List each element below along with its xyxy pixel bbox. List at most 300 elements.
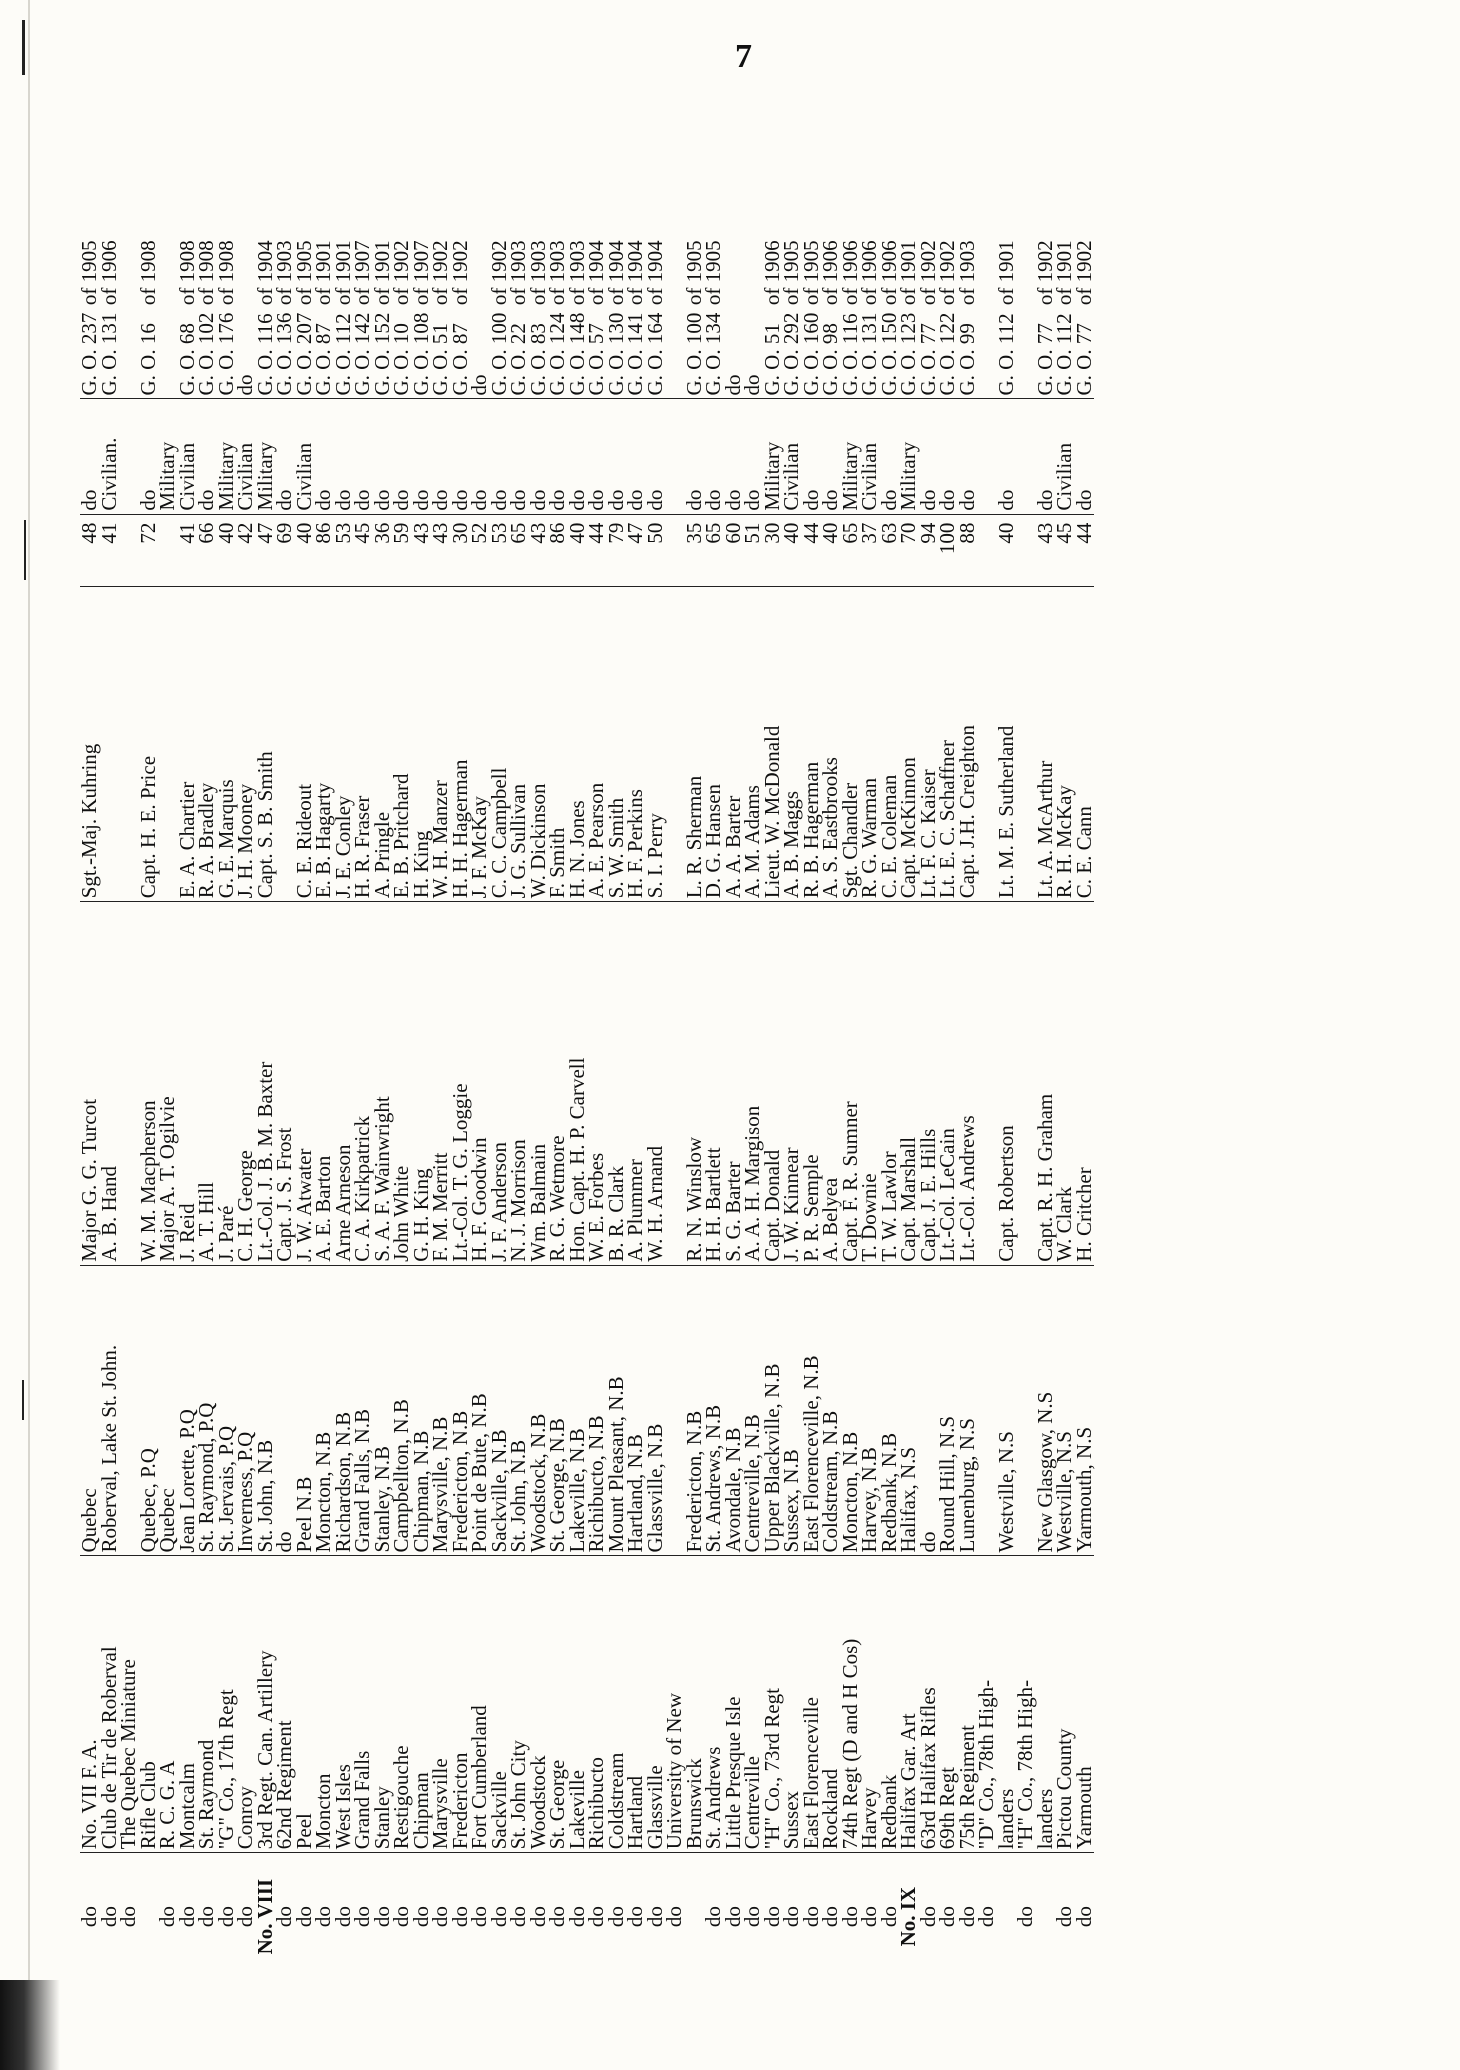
district-cell: do <box>857 1906 881 1928</box>
district-cell: do <box>974 1906 998 1928</box>
members-cell: 41 <box>178 514 198 587</box>
secretary-cell: S. I. Perry <box>646 587 666 902</box>
location-cell: do <box>275 1265 295 1556</box>
association-name-cell: No. VII F. A. <box>80 1556 100 1853</box>
secretary-cell: F. Smith <box>548 587 568 902</box>
secretary-cell: H. King <box>412 587 432 902</box>
secretary-cell: Lt. F. C. Kaiser <box>919 587 939 902</box>
order-cell: G. O. 98 <box>821 308 841 399</box>
year-cell: of 1903 <box>564 240 589 306</box>
year-cell: of 1904 <box>623 240 647 306</box>
district-cell: do <box>486 1906 511 1928</box>
association-name-cell: 63rd Halifax Rifles <box>919 1556 939 1853</box>
table-body <box>77 90 1096 1980</box>
location-cell: Fredericton, N.B <box>685 1265 705 1556</box>
order-cell: G. O. 131 <box>860 308 880 399</box>
order-cell: G. O. 176 <box>217 308 237 399</box>
president-cell: N. J. Morrison <box>509 902 529 1265</box>
secretary-cell: J. G. Sullivan <box>509 587 529 902</box>
year-cell: of 1905 <box>701 240 725 306</box>
class-cell: Civilian <box>1055 399 1075 514</box>
members-cell: 30 <box>451 514 471 587</box>
president-cell: A. B. Hand <box>100 902 120 1265</box>
district-cell: do <box>155 1906 179 1928</box>
members-cell: 40 <box>997 514 1017 587</box>
district-cell: do <box>935 1906 959 1928</box>
year-cell: of 1907 <box>408 240 433 306</box>
president-cell: Lt.-Col. LeCain <box>938 902 958 1265</box>
secretary-cell: Capt. H. E. Price <box>139 587 159 902</box>
year-cell: of 1904 <box>252 240 277 306</box>
class-cell: do <box>724 399 744 514</box>
class-cell: do <box>392 399 412 514</box>
district-cell: do <box>701 1906 725 1928</box>
order-cell: G. O. 131 <box>100 308 120 399</box>
class-cell: do <box>431 399 451 514</box>
district-cell: do <box>428 1906 452 1928</box>
association-name-cell: Centreville <box>743 1556 763 1853</box>
year-cell: of 1908 <box>213 240 238 306</box>
district-cell: do <box>272 1906 296 1928</box>
president-cell: Major G. G. Turcot <box>80 902 100 1265</box>
secretary-cell: H. F. Perkins <box>626 587 646 902</box>
association-name-cell: Coldstream <box>607 1556 627 1853</box>
class-cell: do <box>646 399 666 514</box>
year-cell: of 1905 <box>779 240 803 306</box>
association-name-cell: St. George <box>548 1556 568 1853</box>
order-cell: G. O. 87 <box>314 308 334 399</box>
order-cell: G. O. 112 <box>1055 308 1075 399</box>
president-cell: C. H. George <box>236 902 256 1265</box>
president-cell: T. W. Lawlor <box>880 902 900 1265</box>
president-cell: J. Reid <box>178 902 198 1265</box>
members-cell: 44 <box>1075 514 1095 587</box>
members-cell: 36 <box>373 514 393 587</box>
association-name-cell: Moncton <box>314 1556 334 1853</box>
secretary-cell: C. E. Cann <box>1075 587 1095 902</box>
binding-edge <box>0 1980 60 2070</box>
members-cell: 40 <box>295 514 315 587</box>
year-cell: of 1908 <box>174 240 199 306</box>
association-name-cell: Sackville <box>490 1556 510 1853</box>
members-cell: 50 <box>646 514 666 587</box>
class-cell: do <box>470 399 490 514</box>
location-cell: Quebec <box>158 1265 178 1556</box>
location-cell: Marysville, N.B <box>431 1265 451 1556</box>
year-cell: of 1902 <box>389 240 413 306</box>
rifle-associations-table <box>77 90 1096 1980</box>
association-name-cell: landers <box>1036 1556 1056 1853</box>
district-cell: do <box>311 1906 335 1928</box>
president-cell: R. G. Wetmore <box>548 902 568 1265</box>
location-cell: Moncton, N.B <box>841 1265 861 1556</box>
year-cell: of 1901 <box>896 240 920 306</box>
order-cell: G. O. 100 <box>685 308 705 399</box>
year-cell: of 1901 <box>311 240 335 306</box>
location-cell: Inverness, P.Q <box>236 1265 256 1556</box>
president-cell: Lt.-Col. J. B. M. Baxter <box>256 902 276 1265</box>
association-name-cell: Pictou County <box>1055 1556 1075 1853</box>
president-cell: W. Clark <box>1055 902 1075 1265</box>
president-cell: J. F. Anderson <box>490 902 510 1265</box>
location-cell: St. Jervais, P.Q <box>217 1265 237 1556</box>
order-cell: do <box>470 308 490 399</box>
order-cell: G. O. 10 <box>392 308 412 399</box>
class-cell: do <box>548 399 568 514</box>
class-cell: Civilian <box>178 399 198 514</box>
location-cell: Chipman, N.B <box>412 1265 432 1556</box>
association-name-cell: St. Andrews <box>704 1556 724 1853</box>
location-cell: Westville, N.S <box>1055 1265 1075 1556</box>
members-cell: 40 <box>568 514 588 587</box>
class-cell: Civilian <box>782 399 802 514</box>
president-cell: J. W. Kinnear <box>782 902 802 1265</box>
president-cell: J. Paré <box>217 902 237 1265</box>
association-name-cell: Sussex <box>782 1556 802 1853</box>
association-name-cell: landers <box>997 1556 1017 1853</box>
class-cell: Military <box>217 399 237 514</box>
secretary-cell: R. A. Bradley <box>197 587 217 902</box>
president-cell: B. R. Clark <box>607 902 627 1265</box>
association-name-cell: Montcalm <box>178 1556 198 1853</box>
order-cell: G. O. 51 <box>431 308 451 399</box>
members-cell: 65 <box>509 514 529 587</box>
district-cell: do <box>1052 1906 1076 1928</box>
association-name-cell: Rockland <box>821 1556 841 1853</box>
order-cell: G. O. 99 <box>958 308 978 399</box>
location-cell: Roberval, Lake St. John. <box>100 1265 120 1556</box>
location-cell: Quebec, P.Q <box>139 1265 159 1556</box>
class-cell: do <box>743 399 763 514</box>
district-cell: do <box>779 1906 803 1928</box>
margin-mark <box>22 20 25 75</box>
page-spine-shadow <box>28 0 30 2066</box>
district-cell: do <box>818 1906 842 1928</box>
location-cell: Richardson, N.B <box>334 1265 354 1556</box>
members-cell: 35 <box>685 514 705 587</box>
members-cell: 40 <box>782 514 802 587</box>
secretary-cell: D. G. Hansen <box>704 587 724 902</box>
district-cell: do <box>798 1906 823 1928</box>
president-cell: Capt. Marshall <box>899 902 919 1265</box>
secretary-cell: E. A. Chartier <box>178 587 198 902</box>
members-cell: 65 <box>704 514 724 587</box>
year-cell: of 1902 <box>935 240 959 306</box>
president-cell: Lt.-Col. Andrews <box>958 902 978 1265</box>
members-cell: 43 <box>431 514 451 587</box>
secretary-cell <box>100 587 120 902</box>
district-cell: No. IX <box>896 1886 920 1947</box>
margin-mark <box>22 1380 24 1420</box>
secretary-cell: W. H. Manzer <box>431 587 451 902</box>
association-name-cell: Chipman <box>412 1556 432 1853</box>
members-cell: 86 <box>548 514 568 587</box>
district-cell: do <box>174 1906 199 1928</box>
order-cell: G. O. 136 <box>275 308 295 399</box>
association-name-cell: "H" Co., 73rd Regt <box>763 1556 783 1853</box>
district-cell: do <box>350 1906 374 1928</box>
class-cell: do <box>704 399 724 514</box>
president-cell: Capt. J. E. Hills <box>919 902 939 1265</box>
location-cell: Grand Falls, N.B <box>353 1265 373 1556</box>
class-cell: do <box>1075 399 1095 514</box>
class-cell: Military <box>256 399 276 514</box>
order-cell: G. O. 116 <box>841 308 861 399</box>
district-cell: do <box>96 1906 121 1928</box>
class-cell: do <box>568 399 588 514</box>
year-cell: of 1902 <box>1032 240 1057 306</box>
order-cell: do <box>724 308 744 399</box>
association-name-cell: Rifle Club <box>139 1556 159 1853</box>
secretary-cell: H. R. Fraser <box>353 587 373 902</box>
location-cell: do <box>919 1265 939 1556</box>
association-name-cell: Harvey <box>860 1556 880 1853</box>
district-cell: do <box>837 1906 862 1928</box>
secretary-cell: J. F. McKay <box>470 587 490 902</box>
members-cell: 47 <box>626 514 646 587</box>
members-cell: 88 <box>958 514 978 587</box>
year-cell: of 1904 <box>603 240 628 306</box>
year-cell: of 1907 <box>350 240 374 306</box>
location-cell: Richibucto, N.B <box>587 1265 607 1556</box>
association-name-cell: St. Raymond <box>197 1556 217 1853</box>
year-cell: of 1908 <box>194 240 218 306</box>
year-cell: of 1908 <box>135 240 160 306</box>
members-cell: 30 <box>763 514 783 587</box>
president-cell: C. A. Kirkpatrick <box>353 902 373 1265</box>
rotated-table-container <box>77 90 1420 1980</box>
district-cell: do <box>876 1906 901 1928</box>
members-cell: 66 <box>197 514 217 587</box>
association-name-cell: 3rd Regt. Can. Artillery <box>256 1556 276 1853</box>
order-cell: G. O. 16 <box>139 308 159 399</box>
district-cell: do <box>954 1906 979 1928</box>
location-cell: St. John, N.B <box>509 1265 529 1556</box>
secretary-cell: W. Dickinson <box>529 587 549 902</box>
order-cell: G. O. 292 <box>782 308 802 399</box>
association-name-cell: Woodstock <box>529 1556 549 1853</box>
order-cell: G. O. 124 <box>548 308 568 399</box>
members-cell: 79 <box>607 514 627 587</box>
members-cell: 52 <box>470 514 490 587</box>
president-cell: Capt. Robertson <box>997 902 1017 1265</box>
district-cell: do <box>662 1906 686 1928</box>
class-cell: do <box>490 399 510 514</box>
members-cell: 44 <box>802 514 822 587</box>
class-cell: do <box>802 399 822 514</box>
year-cell: of 1906 <box>837 240 862 306</box>
order-cell: G. O. 112 <box>997 308 1017 399</box>
association-name-cell: Little Presque Isle <box>724 1556 744 1853</box>
association-name-cell: The Quebec Miniature <box>119 1556 139 1853</box>
order-cell: G. O. 150 <box>880 308 900 399</box>
district-cell: do <box>233 1906 257 1928</box>
location-cell: Lakeville, N.B <box>568 1265 588 1556</box>
location-cell: New Glasgow, N.S <box>1036 1265 1056 1556</box>
members-cell: 43 <box>529 514 549 587</box>
members-cell: 53 <box>490 514 510 587</box>
location-cell: Centreville, N.B <box>743 1265 763 1556</box>
year-cell <box>724 90 744 308</box>
association-name-cell: Marysville <box>431 1556 451 1853</box>
class-cell: do <box>685 399 705 514</box>
district-cell: do <box>525 1906 550 1928</box>
members-cell: 43 <box>1036 514 1056 587</box>
location-cell: Fredericton, N.B <box>451 1265 471 1556</box>
district-cell: do <box>506 1906 530 1928</box>
president-cell: Capt. F. R. Sumner <box>841 902 861 1265</box>
president-cell: H. Critcher <box>1075 902 1095 1265</box>
association-name-cell: R. C. G. A <box>158 1556 178 1853</box>
class-cell: do <box>919 399 939 514</box>
year-cell: of 1905 <box>798 240 823 306</box>
order-cell: G. O. 68 <box>178 308 198 399</box>
location-cell: Glassville, N.B <box>646 1265 666 1556</box>
president-cell: A. Belyea <box>821 902 841 1265</box>
location-cell: Harvey, N.B <box>860 1265 880 1556</box>
class-cell: do <box>509 399 529 514</box>
location-cell: Avondale, N.B <box>724 1265 744 1556</box>
class-cell: do <box>334 399 354 514</box>
year-cell: of 1901 <box>1052 240 1076 306</box>
order-cell: G. O. 142 <box>353 308 373 399</box>
members-cell: 47 <box>256 514 276 587</box>
order-cell: G. O. 22 <box>509 308 529 399</box>
members-cell: 37 <box>860 514 880 587</box>
district-cell: No. VIII <box>252 1878 277 1955</box>
secretary-cell: E. B. Pritchard <box>392 587 412 902</box>
year-cell: of 1903 <box>506 240 530 306</box>
association-name-cell: Yarmouth <box>1075 1556 1095 1853</box>
secretary-cell: S. W. Smith <box>607 587 627 902</box>
secretary-cell: Capt. McKinnon <box>899 587 919 902</box>
district-cell: do <box>740 1906 764 1928</box>
district-cell: do <box>194 1906 218 1928</box>
order-cell: G. O. 130 <box>607 308 627 399</box>
year-cell: of 1905 <box>291 240 316 306</box>
class-cell: Military <box>158 399 178 514</box>
class-cell: do <box>80 399 100 514</box>
members-cell: 86 <box>314 514 334 587</box>
year-cell: of 1906 <box>759 240 784 306</box>
association-name-cell: St. John City <box>509 1556 529 1853</box>
secretary-cell: Sgt.-Maj. Kuhring <box>80 587 100 902</box>
order-cell: G. O. 77 <box>919 308 939 399</box>
order-cell: do <box>743 308 763 399</box>
class-cell: Civilian <box>860 399 880 514</box>
members-cell: 40 <box>821 514 841 587</box>
year-cell: of 1903 <box>525 240 550 306</box>
secretary-cell: Capt. J.H. Creighton <box>958 587 978 902</box>
president-cell: W. M. Macpherson <box>139 902 159 1265</box>
year-cell: of 1902 <box>486 240 511 306</box>
order-cell: G. O. 237 <box>80 308 100 399</box>
president-cell: Capt. Donald <box>763 902 783 1265</box>
year-cell: of 1905 <box>77 240 101 306</box>
president-cell: S. A. F. Wainwright <box>373 902 393 1265</box>
president-cell: John White <box>392 902 412 1265</box>
order-cell: G. O. 102 <box>197 308 217 399</box>
location-cell: Point de Bute, N.B <box>470 1265 490 1556</box>
district-cell: do <box>369 1906 394 1928</box>
year-cell: of 1904 <box>642 240 667 306</box>
association-name-cell: Fort Cumberland <box>470 1556 490 1853</box>
secretary-cell: A. B. Maggs <box>782 587 802 902</box>
year-cell: of 1906 <box>818 240 842 306</box>
members-cell: 45 <box>353 514 373 587</box>
class-cell: do <box>373 399 393 514</box>
class-cell: Civilian. <box>100 399 120 514</box>
location-cell: Sussex, N.B <box>782 1265 802 1556</box>
order-cell: G. O. 148 <box>568 308 588 399</box>
year-cell: of 1901 <box>369 240 394 306</box>
members-cell: 44 <box>587 514 607 587</box>
class-cell: do <box>587 399 607 514</box>
president-cell: P. R. Semple <box>802 902 822 1265</box>
year-cell: of 1902 <box>1071 240 1096 306</box>
president-cell: Hon. Capt. H. P. Carvell <box>568 902 588 1265</box>
members-cell: 45 <box>1055 514 1075 587</box>
location-cell: East Florenceville, N.B <box>802 1265 822 1556</box>
location-cell: Jean Lorette, P.Q <box>178 1265 198 1556</box>
table-row <box>139 90 159 1980</box>
class-cell: do <box>353 399 373 514</box>
association-name-cell: 75th Regiment <box>958 1556 978 1853</box>
members-cell: 65 <box>841 514 861 587</box>
members-cell: 60 <box>724 514 744 587</box>
secretary-cell: R. H. McKay <box>1055 587 1075 902</box>
location-cell: Hartland, N.B <box>626 1265 646 1556</box>
secretary-cell: J. H. Mooney <box>236 587 256 902</box>
president-cell: J. W. Atwater <box>295 902 315 1265</box>
district-cell: do <box>467 1906 491 1928</box>
members-cell: 94 <box>919 514 939 587</box>
association-name-cell: "D" Co., 78th High- <box>977 1556 997 1853</box>
district-cell: do <box>408 1906 433 1928</box>
district-cell: do <box>759 1906 784 1928</box>
location-cell: Coldstream, N.B <box>821 1265 841 1556</box>
district-cell: do <box>1013 1906 1037 1928</box>
president-cell: R. N. Winslow <box>685 902 705 1265</box>
class-cell: do <box>529 399 549 514</box>
secretary-cell: G. E. Marquis <box>217 587 237 902</box>
president-cell: S. G. Barter <box>724 902 744 1265</box>
president-cell: Arne Arneson <box>334 902 354 1265</box>
location-cell: St. Andrews, N.B <box>704 1265 724 1556</box>
location-cell: Westville, N.S <box>997 1265 1017 1556</box>
secretary-cell: A. S. Eastbrooks <box>821 587 841 902</box>
district-cell: do <box>915 1906 940 1928</box>
year-cell: of 1901 <box>993 240 1018 306</box>
class-cell: do <box>197 399 217 514</box>
secretary-cell: E. B. Hagarty <box>314 587 334 902</box>
year-cell: of 1902 <box>447 240 472 306</box>
association-name-cell: East Florenceville <box>802 1556 822 1853</box>
class-cell: do <box>880 399 900 514</box>
year-cell: of 1903 <box>272 240 296 306</box>
secretary-cell: A. Pringle <box>373 587 393 902</box>
president-cell: F. M. Merritt <box>431 902 451 1265</box>
secretary-cell: H. H. Hagerman <box>451 587 471 902</box>
association-name-cell: Fredericton <box>451 1556 471 1853</box>
members-cell: 42 <box>236 514 256 587</box>
location-cell: Upper Blackville, N.B <box>763 1265 783 1556</box>
district-cell: do <box>564 1906 589 1928</box>
secretary-cell: R. G. Warman <box>860 587 880 902</box>
association-name-cell: Richibucto <box>587 1556 607 1853</box>
class-cell: Military <box>899 399 919 514</box>
president-cell: Capt. J. S. Frost <box>275 902 295 1265</box>
